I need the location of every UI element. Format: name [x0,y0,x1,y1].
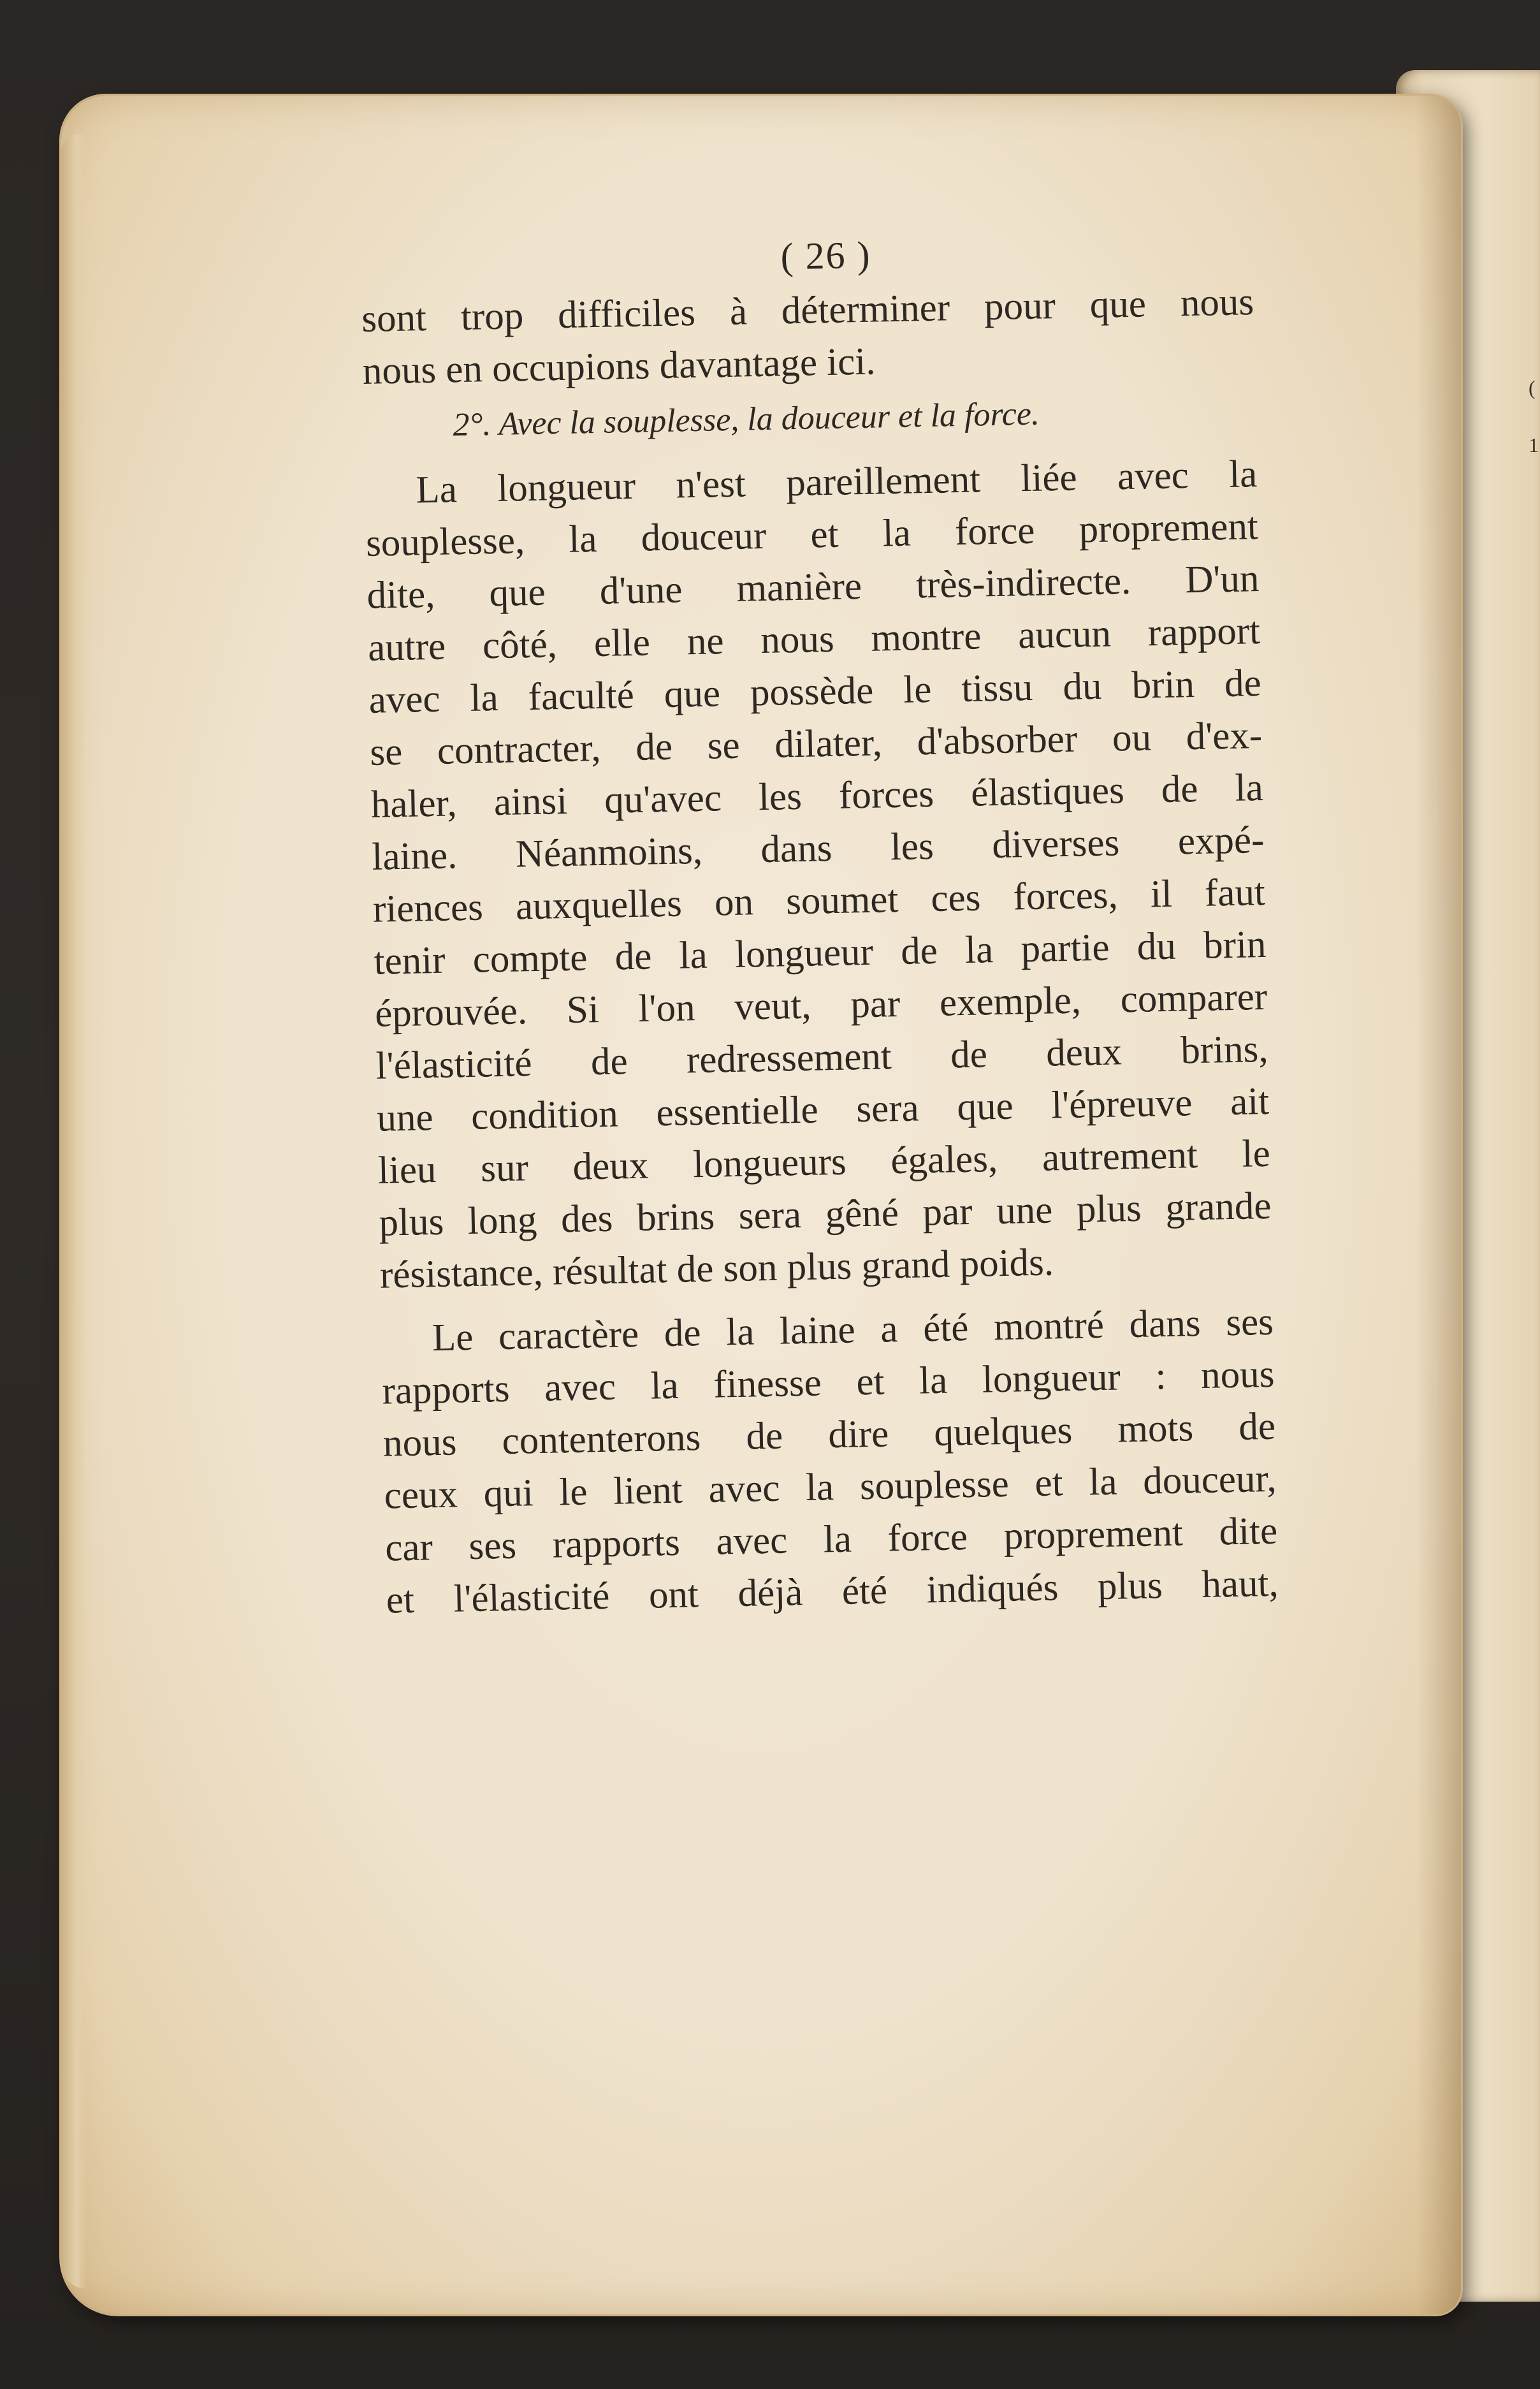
text-line: lieu sur deux longueurs égales, autrement le [377,1132,1271,1192]
gutter-shadow [1416,96,1461,2314]
text-line: l'élasticité de redressement de deux brins, [375,1027,1269,1088]
text-line: car ses rapports avec la force proprement dite [384,1509,1278,1570]
continuation-paragraph [361,276,1256,398]
section-subheading: 2°. Avec la souplesse, la douceur et la force. [452,395,1040,444]
text-line: riences auxquelles on soumet ces forces, il faut [372,870,1266,931]
text-line: rapports avec la finesse et la longueur : nous [381,1352,1275,1413]
text-line: Le caractère de la laine a été montré dans ses [432,1300,1274,1360]
text-line: La longueur n'est pareillement liée avec la [415,453,1258,512]
text-line: résistance, résultat de son plus grand poids. [379,1241,1054,1297]
text-line: autre côté, elle ne nous montre aucun rapport [367,610,1261,669]
text-line: éprouvée. Si l'on veut, par exemple, comparer [374,975,1268,1035]
text-line: tenir compte de la longueur de la partie du brin [374,923,1267,983]
facing-page-mark: 1 [1529,434,1539,457]
text-line: nous contenterons de dire quelques mots de [382,1405,1276,1465]
text-line: souplesse, la douceur et la force proprement [365,505,1259,565]
page-number: ( 26 ) [780,233,872,278]
text-line: avec la faculté que possède le tissu du brin de [368,661,1262,722]
facing-page-mark: ( [1529,376,1536,399]
paragraph-character-relation [381,1296,1279,1627]
text-line: laine. Néanmoins, dans les diverses expé- [371,818,1265,879]
text-line: nous en occupions davantage ici. [362,340,876,393]
text-line: haler, ainsi qu'avec les forces élastiques de la [370,766,1264,826]
text-line: une condition essentielle sera que l'épreuve ait [376,1079,1270,1140]
paragraph-length-relation [365,448,1273,1302]
text-line: se contracter, de se dilater, d'absorber ou d'ex- [369,713,1263,774]
text-line: plus long des brins sera gêné par une plus grande [378,1184,1272,1245]
page-edge-shading [61,134,87,2289]
text-line: et l'élasticité ont déjà été indiqués plus haut, [386,1561,1279,1622]
page-text-block [360,225,1279,1626]
text-line: dite, que d'une manière très-indirecte. D'un [367,557,1260,617]
text-line: sont trop difficiles à déterminer pour que nous [361,281,1254,340]
text-line: ceux qui le lient avec la souplesse et la douceur, [384,1457,1277,1517]
